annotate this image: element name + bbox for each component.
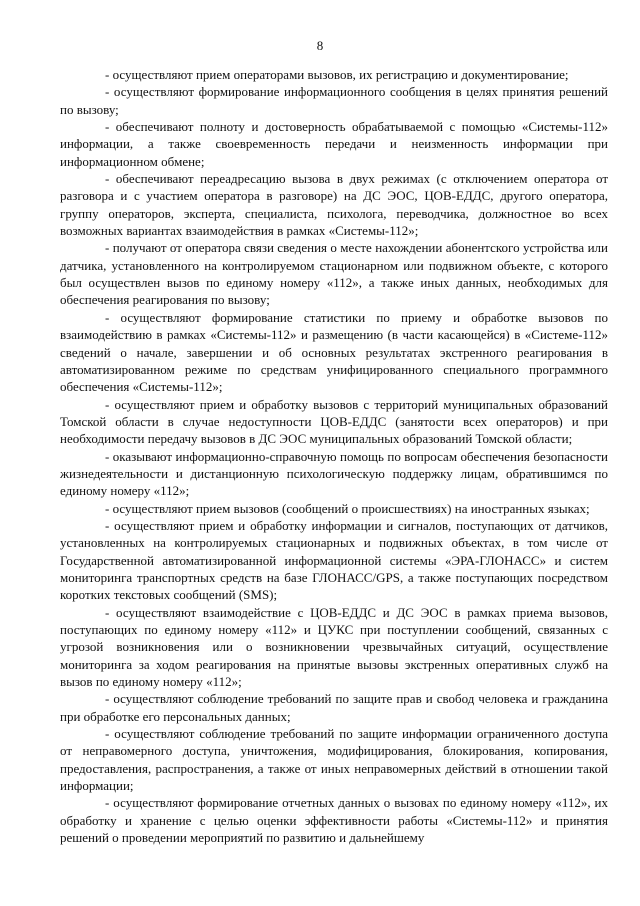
list-item: - осуществляют прием и обработку вызовов с территорий муниципальных образований Томской области в случае недоступности ЦОВ-ЕДДС (занятости всех операторов) и при необходимости передачу вызовов в ДС ЭОС муниципальных образований Томской области; (60, 396, 608, 447)
list-item: - осуществляют взаимодействие с ЦОВ-ЕДДС и ДС ЭОС в рамках приема вызовов, поступающих по единому номеру «112» и ЦУКС при поступлении сообщений, связанных с угрозой возникновения или о возникновении чрезвычайных ситуаций, осуществление мониторинга за ходом реагирования на принятые вызовы экстренных оперативных служб на вызов по единому номеру «112»; (60, 604, 608, 690)
list-item: - обеспечивают полноту и достоверность обрабатываемой с помощью «Системы-112» информации, а также своевременность передачи и неизменность информации при информационном обмене; (60, 119, 608, 169)
list-item: - осуществляют прием и обработку информации и сигналов, поступающих от датчиков, установленных на контролируемых стационарных и подвижных объектах, в том числе от Государственной автоматизированной информационной системы «ЭРА-ГЛОНАСС» и систем мониторинга транспортных средств на базе ГЛОНАСС/GPS, а также поступающих посредством коротких текстовых сообщений (SMS); (60, 517, 608, 603)
page-number: 8 (316, 38, 324, 53)
list-item: - получают от оператора связи сведения о месте нахождении абонентского устройства или датчика, установленного на контролируемом стационарном или подвижном объекте, с которого был осуществлен вызов по единому номеру «112», а также иных данных, необходимых для обеспечения реагирования по вызову; (60, 240, 608, 308)
page-body (60, 66, 608, 846)
list-item: - обеспечивают переадресацию вызова в двух режимах (с отключением оператора от разговора и с участием оператора в разговоре) на ДС ЭОС, ЦОВ-ЕДДС, другого оператора, группу операторов, эксперта, специалиста, психолога, переводчика, должностное во всех возможных вариантах взаимодействия в рамках «Системы-112»; (60, 171, 608, 239)
list-item: - оказывают информационно-справочную помощь по вопросам обеспечения безопасности жизнедеятельности и дистанционную психологическую поддержку лицам, обратившимся по единому номеру «112»; (60, 448, 608, 499)
list-item: - осуществляют прием операторами вызовов, их регистрацию и документирование; (105, 67, 569, 82)
list-item: - осуществляют формирование отчетных данных о вызовах по единому номеру «112», их обработку и хранение с целью оценки эффективности работы «Системы-112» и принятия решений о проведении мероприятий по развитию и дальнейшему (60, 795, 608, 846)
list-item: - осуществляют формирование информационного сообщения в целях принятия решений по вызову; (60, 84, 608, 117)
list-item: - осуществляют формирование статистики по приему и обработке вызовов по взаимодействию в рамках «Системы-112» и размещению (в части касающейся) в «Системе-112» сведений о начале, завершении и об основных результатах экстренного реагирования в автоматизированном режиме по средствам унифицированного специального программного обеспечения «Системы-112»; (60, 309, 608, 395)
list-item: - осуществляют соблюдение требований по защите прав и свобод человека и гражданина при обработке его персональных данных; (60, 691, 608, 724)
list-item: - осуществляют соблюдение требований по защите информации ограниченного доступа от неправомерного доступа, уничтожения, модифицирования, блокирования, копирования, предоставления, распространения, а также от иных неправомерных действий в отношении такой информации; (60, 726, 608, 794)
list-item: - осуществляют прием вызовов (сообщений о происшествиях) на иностранных языках; (105, 500, 590, 516)
